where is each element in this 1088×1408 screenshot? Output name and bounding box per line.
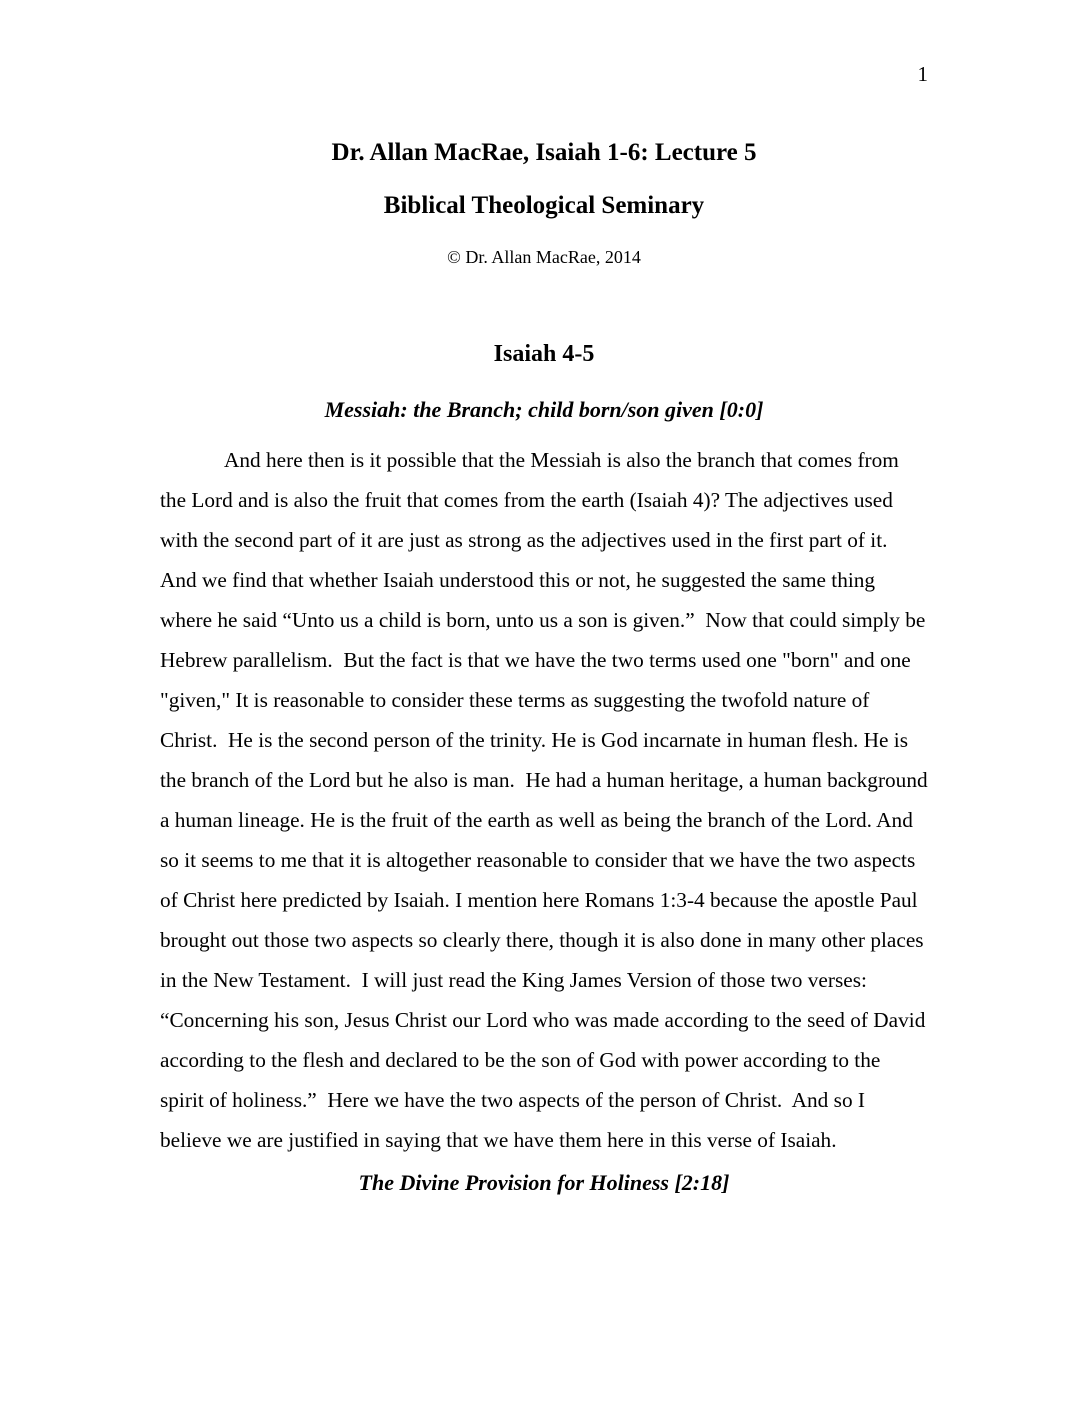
- page-number: 1: [917, 62, 928, 86]
- page-content: [160, 0, 933, 1198]
- copyright-line: © Dr. Allan MacRae, 2014: [447, 247, 641, 267]
- section-subheading: Messiah: the Branch; child born/son given [0:0]: [324, 397, 764, 422]
- section-heading: Isaiah 4-5: [493, 341, 595, 367]
- document-subtitle: Biblical Theological Seminary: [383, 192, 705, 219]
- next-section-subheading: The Divine Provision for Holiness [2:18]: [358, 1170, 730, 1195]
- body-paragraph: And here then is it possible that the Messiah is also the branch that comes from the Lord and is also the fruit that comes from the earth (Isaiah 4)? The adjectives used with the second part of it are just as strong as the adjectives used in the first part of it. And we find that whether Isaiah understood this or not, he suggested the same thing where he said “Unto us a child is born, unto us a son is given.” Now that could simply be Hebrew parallelism. But the fact is that we have the two terms used one "born" and one "given," It is reasonable to consider these terms as suggesting the twofold nature of Christ. He is the second person of the trinity. He is God incarnate in human flesh. He is the branch of the Lord but he also is man. He had a human heritage, a human background a human lineage. He is the fruit of the earth as well as being the branch of the Lord. And so it seems to me that it is altogether reasonable to consider that we have the two aspects of Christ here predicted by Isaiah. I mention here Romans 1:3-4 because the apostle Paul brought out those two aspects so clearly there, though it is also done in many other places in the New Testament. I will just read the King James Version of those two verses: “Concerning his son, Jesus Christ our Lord who was made according to the seed of David according to the flesh and declared to be the son of God with power according to the spirit of holiness.” Here we have the two aspects of the person of Christ. And so I believe we are justified in saying that we have them here in this verse of Isaiah.: [160, 448, 933, 1152]
- document-title: Dr. Allan MacRae, Isaiah 1-6: Lecture 5: [331, 139, 757, 166]
